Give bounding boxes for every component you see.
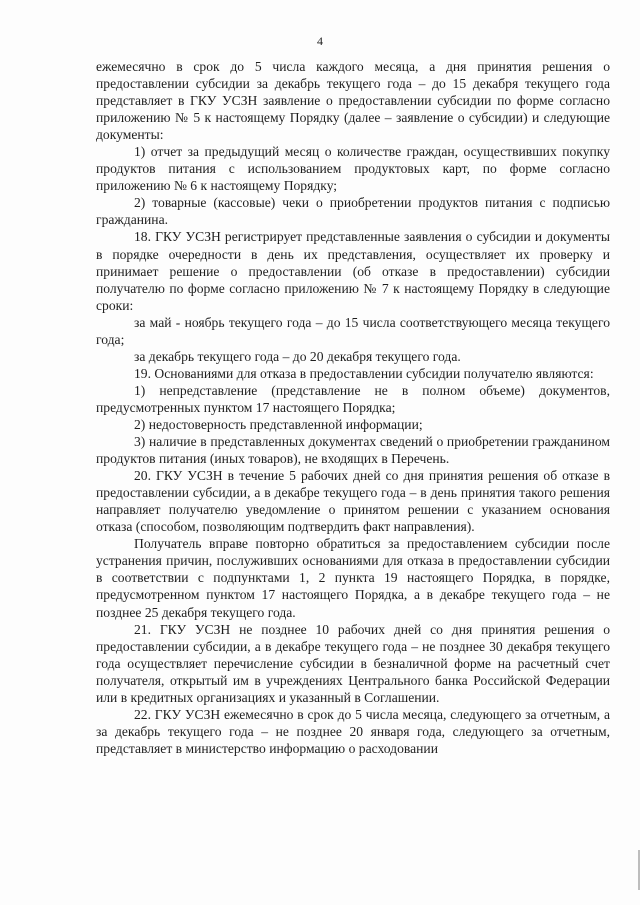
paragraph-item-19-3: 3) наличие в представленных документах сведений о приобретении гражданином продуктов питания (иных товаров), не входящих в Перечень. (96, 434, 610, 467)
paragraph-item-17-1: 1) отчет за предыдущий месяц о количестве граждан, осуществивших покупку продуктов питания с использованием продуктовых карт, по форме согласно приложению № 6 к настоящему Порядку; (96, 144, 610, 194)
paragraph-item-19-2: 2) недостоверность представленной информации; (134, 416, 423, 432)
paragraph-deadline-may-november: за май - ноябрь текущего года – до 15 числа соответствующего месяца текущего года; (96, 314, 610, 347)
paragraph-continuation: ежемесячно в срок до 5 числа каждого месяца, а дня принятия решения о предоставлении субсидии за декабрь текущего года – до 15 декабря текущего года представляет в ГКУ УСЗН заявление о предоставлении субсидии по форме согласно приложению № 5 к настоящему Порядку (далее – заявление о субсидии) и следующие документы: (96, 59, 610, 143)
paragraph-clause-18: 18. ГКУ УСЗН регистрирует представленные заявления о субсидии и документы в порядке очередности в день их представления, осуществляет их проверку и принимает решение о предоставлении (об отказе в предоставлении) субсидии получателю по форме согласно приложению № 7 к настоящему Порядку в следующие сроки: (96, 229, 610, 313)
paragraph-item-17-2: 2) товарные (кассовые) чеки о приобретении продуктов питания с подписью гражданина. (96, 195, 610, 228)
document-body (96, 58, 610, 757)
paragraph-item-19-1: 1) непредставление (представление не в полном объеме) документов, предусмотренных пунктом 17 настоящего Порядка; (96, 382, 610, 415)
paragraph-deadline-december: за декабрь текущего года – до 20 декабря текущего года. (134, 348, 461, 364)
paragraph-clause-21: 21. ГКУ УСЗН не позднее 10 рабочих дней со дня принятия решения о предоставлении субсидии, а в декабре текущего года – не позднее 30 декабря текущего года осуществляет перечисление субсидии в безналичной форме на расчетный счет получателя, открытый им в учреждениях Центрального банка Российской Федерации или в кредитных организациях и указанный в Соглашении. (96, 621, 610, 705)
paragraph-clause-20: 20. ГКУ УСЗН в течение 5 рабочих дней со дня принятия решения об отказе в предоставлении субсидии, а в декабре текущего года – в день принятия такого решения направляет получателю уведомление о принятом решении с указанием основания отказа (способом, позволяющим подтвердить факт направления). (96, 468, 610, 535)
page-number: 4 (317, 34, 323, 48)
paragraph-clause-22: 22. ГКУ УСЗН ежемесячно в срок до 5 числа месяца, следующего за отчетным, а за декабрь текущего года – не позднее 20 января года, следующего за отчетным, представляет в министерство информацию о расходовании (96, 706, 610, 756)
paragraph-reapplication: Получатель вправе повторно обратиться за предоставлением субсидии после устранения причин, послуживших основаниями для отказа в предоставлении субсидии в соответствии с подпунктами 1, 2 пункта 19 настоящего Порядка, в порядке, предусмотренном пунктом 17 настоящего Порядка, а в декабре текущего года – не позднее 25 декабря текущего года. (96, 536, 610, 620)
paragraph-clause-19: 19. Основаниями для отказа в предоставлении субсидии получателю являются: (134, 365, 594, 381)
